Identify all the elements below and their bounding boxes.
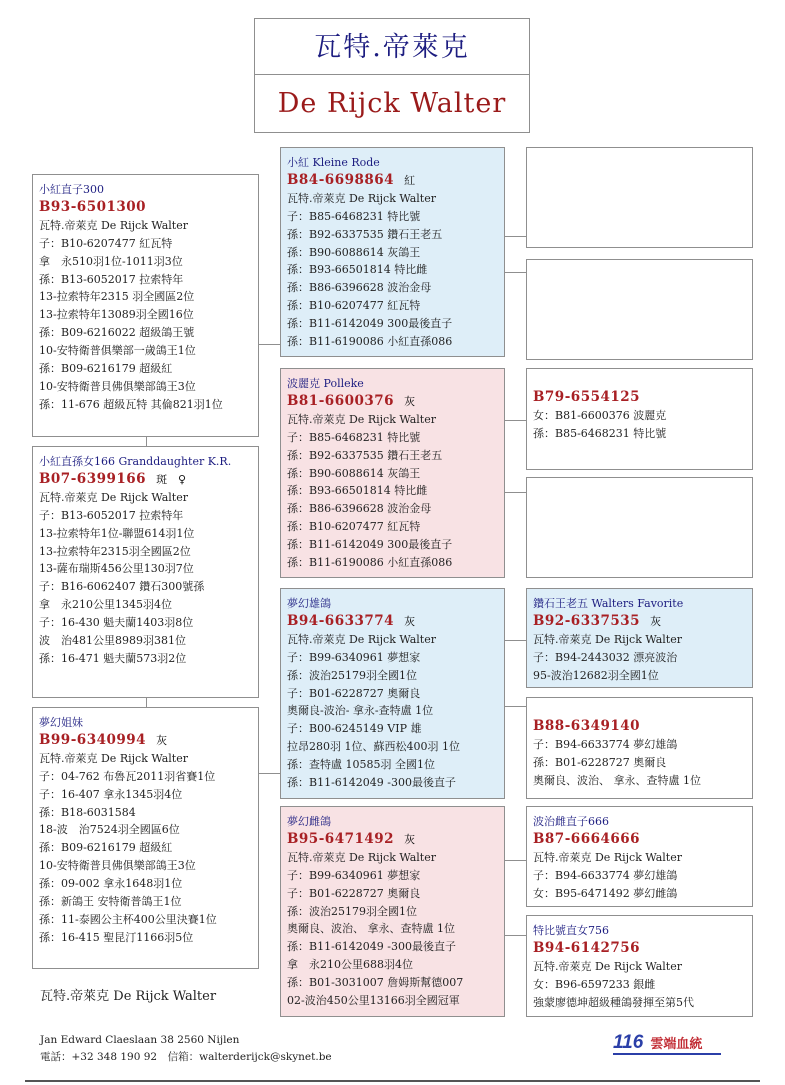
breeder-name-chinese: 瓦特.帝萊克	[255, 19, 529, 75]
connector-line	[504, 272, 526, 273]
pedigree-line: 13-拉索特年2315羽全國區2位	[39, 544, 191, 558]
pedigree-line: 子：16-407 拿永1345羽4位	[39, 787, 183, 801]
pigeon-color: 斑 ♀	[156, 472, 187, 486]
pedigree-line: 孫：B10-6207477 紅瓦特	[287, 520, 421, 534]
ring-number: B95-6471492	[287, 830, 395, 847]
ring-number: B93-6501300	[39, 198, 147, 215]
pigeon-title: 小紅直孫女166 Granddaughter K.R.	[39, 455, 232, 468]
ring-number: B88-6349140	[533, 718, 641, 734]
pedigree-line: 孫：B09-6216179 超級紅	[39, 362, 173, 376]
footer-divider	[25, 1080, 760, 1082]
connector-line	[258, 773, 280, 774]
pedigree-line: 孫：B01-6228727 奧爾良	[533, 755, 667, 769]
ring-number: B99-6340994	[39, 731, 147, 748]
granddam-card	[526, 697, 753, 799]
pedigree-line: 子：16-430 魁夫蘭1403羽8位	[39, 616, 194, 630]
connector-line	[504, 935, 526, 936]
pigeon-color: 灰	[156, 733, 168, 747]
pedigree-line: 孫：16-415 聖昆汀1166羽5位	[39, 930, 194, 944]
pedigree-line: 子：B99-6340961 夢想家	[287, 650, 421, 664]
pedigree-line: 孫：B11-6190086 小紅直孫086	[287, 556, 453, 570]
pedigree-line: 孫：B92-6337535 鑽石王老五	[287, 448, 443, 462]
dream-sire-card	[280, 588, 505, 799]
pedigree-line: 瓦特.帝萊克 De Rijck Walter	[39, 751, 188, 765]
pedigree-line: 18-波 治7524羽全國區6位	[39, 823, 180, 837]
pedigree-line: 孫：B92-6337535 鑽石王老五	[287, 227, 443, 241]
connector-line	[504, 706, 526, 707]
pedigree-line: 孫：B09-6216179 超級紅	[39, 841, 173, 855]
pigeon-title: 鑽石王老五 Walters Favorite	[533, 597, 684, 610]
pedigree-line: 孫：B90-6088614 灰鴿王	[287, 245, 421, 259]
pedigree-line: 孫：B93-66501814 特比雌	[287, 263, 428, 277]
pedigree-line: 女：B95-6471492 夢幻雌鴿	[533, 886, 678, 900]
grandsire-card	[526, 368, 753, 470]
ring-number: B92-6337535	[533, 612, 641, 629]
pedigree-line: 子：B94-6633774 夢幻雄鴿	[533, 868, 678, 882]
pigeon-title: 小紅直子300	[39, 183, 104, 196]
pedigree-line: 孫：B11-6190086 小紅直孫086	[287, 335, 453, 349]
ring-number: B79-6554125	[533, 389, 641, 405]
pedigree-line: 拿 永210公里688羽4位	[287, 958, 413, 972]
pedigree-line: 子：B85-6468231 特比號	[287, 209, 421, 223]
pedigree-line: 瓦特.帝萊克 De Rijck Walter	[39, 218, 188, 232]
ring-number: B94-6142756	[533, 939, 641, 956]
connector-line	[504, 640, 526, 641]
pedigree-line: 孫：B11-6142049 300最後直子	[287, 538, 453, 552]
pigeon-title: 夢幻姐妹	[39, 716, 83, 729]
pedigree-line: 子：B01-6228727 奧爾良	[287, 886, 421, 900]
pedigree-line: 孫：B86-6396628 波治金母	[287, 502, 432, 516]
pedigree-line: 孫：B18-6031584	[39, 805, 136, 819]
pedigree-line: 女：B96-6597233 銀雌	[533, 977, 656, 991]
ring-number: B84-6698864	[287, 171, 395, 188]
pedigree-line: 13-拉索特年1位-聯盟614羽1位	[39, 526, 195, 540]
title-block	[254, 18, 530, 133]
ring-number: B94-6633774	[287, 612, 395, 629]
sire-card	[280, 147, 505, 357]
pigeon-title: 夢幻雌鴿	[287, 815, 331, 828]
granddam-card-empty	[526, 477, 753, 578]
breeder-name-english: De Rijck Walter	[277, 88, 507, 119]
pedigree-line: 奧爾良-波治- 拿永-查特盧 1位	[287, 704, 434, 718]
pigeon-title: 小紅 Kleine Rode	[287, 156, 380, 169]
subject-card	[32, 174, 259, 437]
pedigree-line: 子：B94-2443032 漂亮波治	[533, 650, 678, 664]
pedigree-line: 孫：B10-6207477 紅瓦特	[287, 299, 421, 313]
pedigree-line: 瓦特.帝萊克 De Rijck Walter	[287, 191, 436, 205]
logo-text: 雲端血統	[650, 1037, 703, 1052]
pedigree-line: 13-拉索特年13089羽全國16位	[39, 308, 194, 322]
grandsire-card-empty	[526, 147, 753, 248]
pedigree-line: 拿 永210公里1345羽4位	[39, 598, 172, 612]
pedigree-line: 瓦特.帝萊克 De Rijck Walter	[533, 850, 682, 864]
pedigree-line: 拿 永510羽1位-1011羽3位	[39, 254, 183, 268]
pedigree-line: 孫：B11-6142049 -300最後直子	[287, 940, 456, 954]
pedigree-line: 孫：B90-6088614 灰鴿王	[287, 466, 421, 480]
granddam-card-empty	[526, 259, 753, 360]
pedigree-line: 95-波治12682羽全國1位	[533, 668, 659, 682]
pigeon-color: 灰	[650, 614, 662, 628]
brand-logo	[613, 1032, 723, 1056]
pedigree-line: 奧爾良、波治、 拿永、查特盧 1位	[533, 773, 701, 787]
pedigree-line: 孫：新鴿王 安特衛普鴿王1位	[39, 895, 182, 909]
pedigree-line: 孫：B09-6216022 超級鴿王號	[39, 326, 195, 340]
pedigree-line: 女：B81-6600376 波麗克	[533, 408, 667, 422]
breeder-signature: 瓦特.帝萊克 De Rijck Walter	[40, 989, 217, 1004]
pedigree-line: 子：B16-6062407 鑽石300號孫	[39, 580, 205, 594]
pedigree-line: 13-拉索特年2315 羽全國區2位	[39, 290, 195, 304]
logo-number: 116	[613, 1032, 644, 1053]
pigeon-title: 波治雌直子666	[533, 815, 609, 828]
connector-line	[504, 420, 526, 421]
pedigree-line: 奧爾良、波治、 拿永、查特盧 1位	[287, 922, 455, 936]
pedigree-line: 孫：B11-6142049 300最後直子	[287, 317, 453, 331]
pedigree-line: 瓦特.帝萊克 De Rijck Walter	[533, 959, 682, 973]
pedigree-line: 孫：11-676 超級瓦特 其倫821羽1位	[39, 397, 223, 411]
dam-card	[280, 368, 505, 578]
pedigree-line: 波 治481公里8989羽381位	[39, 634, 186, 648]
pedigree-line: 孫：B85-6468231 特比號	[533, 426, 667, 440]
pedigree-line: 02-波治450公里13166羽全國冠軍	[287, 994, 460, 1008]
pigeon-color: 灰	[404, 832, 416, 846]
ring-number: B87-6664666	[533, 830, 641, 847]
pedigree-line: 孫：09-002 拿永1648羽1位	[39, 877, 183, 891]
pedigree-line: 子：B99-6340961 夢想家	[287, 868, 421, 882]
pedigree-line: 子：B10-6207477 紅瓦特	[39, 236, 173, 250]
pedigree-line: 孫：B11-6142049 -300最後直子	[287, 776, 456, 790]
contact-block	[40, 1032, 332, 1066]
ring-number: B81-6600376	[287, 392, 395, 409]
connector-line	[258, 344, 280, 345]
pedigree-line: 孫：B01-3031007 詹姆斯幫德007	[287, 976, 464, 990]
pigeon-color: 灰	[404, 394, 416, 408]
pigeon-color: 灰	[404, 614, 416, 628]
pedigree-line: 10-安特衛普貝佛俱樂部鴿王3位	[39, 379, 196, 393]
pedigree-line: 10-安特衛普俱樂部一歲鴿王1位	[39, 344, 196, 358]
pedigree-line: 瓦特.帝萊克 De Rijck Walter	[287, 412, 436, 426]
dream-dam-card	[280, 806, 505, 1017]
ring-number: B07-6399166	[39, 470, 147, 487]
pedigree-line: 孫：11-泰國公主杯400公里決賽1位	[39, 912, 217, 926]
pedigree-line: 瓦特.帝萊克 De Rijck Walter	[39, 490, 188, 504]
pigeon-color: 紅	[404, 173, 416, 187]
granddam-card	[526, 915, 753, 1017]
pedigree-line: 孫：B86-6396628 波治金母	[287, 281, 432, 295]
pedigree-line: 瓦特.帝萊克 De Rijck Walter	[287, 632, 436, 646]
contact-line: 電話：+32 348 190 92 信箱：walterderijck@skynet.be	[40, 1051, 332, 1063]
pigeon-title: 夢幻雄鴿	[287, 597, 331, 610]
granddaughter-card	[32, 446, 259, 698]
pedigree-line: 強蒙廖德坤超級種鴿發揮至第5代	[533, 995, 694, 1009]
pedigree-line: 孫：查特盧 10585羽 全國1位	[287, 758, 435, 772]
pedigree-line: 子：04-762 布魯瓦2011羽省賽1位	[39, 769, 216, 783]
pedigree-line: 瓦特.帝萊克 De Rijck Walter	[287, 850, 436, 864]
grandsire-card	[526, 588, 753, 688]
pedigree-line: 子：B94-6633774 夢幻雄鴿	[533, 737, 678, 751]
pedigree-line: 孫：B13-6052017 拉索特年	[39, 272, 184, 286]
address-line: Jan Edward Claeslaan 38 2560 Nijlen	[40, 1034, 240, 1046]
connector-line	[504, 492, 526, 493]
pedigree-line: 子：B13-6052017 拉索特年	[39, 508, 184, 522]
connector-line	[504, 860, 526, 861]
dream-sister-card	[32, 707, 259, 969]
connector-line	[146, 697, 147, 707]
grandsire-card	[526, 806, 753, 907]
pedigree-line: 子：B00-6245149 VIP 雄	[287, 722, 422, 736]
pedigree-line: 孫：波治25179羽全國1位	[287, 904, 417, 918]
pedigree-line: 13-薩布瑞斯456公里130羽7位	[39, 562, 194, 576]
pedigree-line: 子：B01-6228727 奧爾良	[287, 686, 421, 700]
pedigree-line: 拉昂280羽 1位、蘇西松400羽 1位	[287, 740, 460, 754]
pedigree-line: 孫：波治25179羽全國1位	[287, 668, 417, 682]
pigeon-title: 特比號直女756	[533, 924, 609, 937]
pedigree-line: 孫：B93-66501814 特比雌	[287, 484, 428, 498]
logo-underline	[613, 1053, 721, 1055]
pedigree-line: 10-安特衛普貝佛俱樂部鴿王3位	[39, 859, 196, 873]
pedigree-line: 子：B85-6468231 特比號	[287, 430, 421, 444]
pedigree-line: 瓦特.帝萊克 De Rijck Walter	[533, 632, 682, 646]
pedigree-line: 孫：16-471 魁夫蘭573羽2位	[39, 651, 187, 665]
connector-line	[504, 236, 526, 237]
pigeon-title: 波麗克 Polleke	[287, 377, 364, 390]
connector-line	[146, 436, 147, 446]
